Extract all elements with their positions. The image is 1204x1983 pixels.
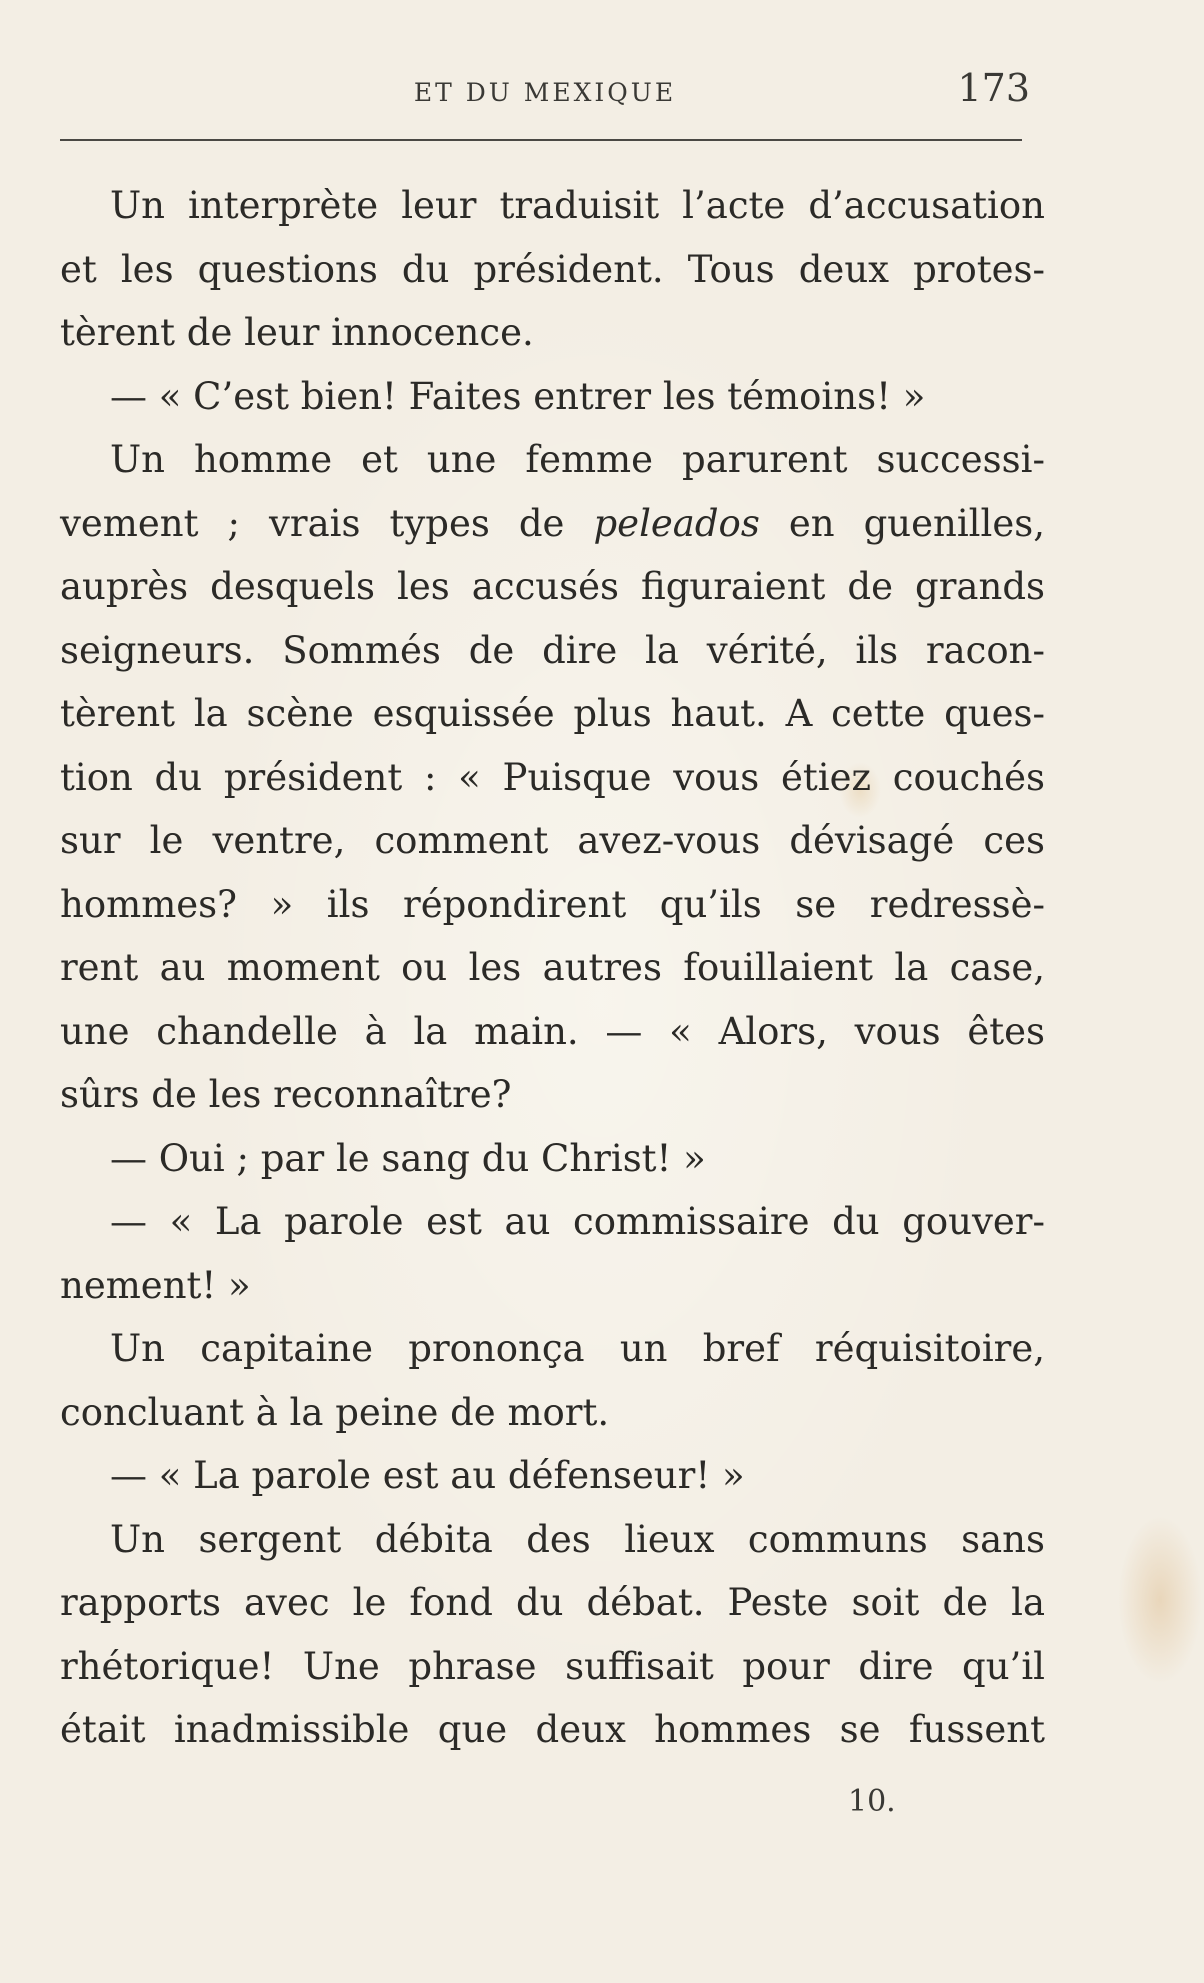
text-line-content: tion du président : « Puisque vous étiez couchés [60,755,1045,799]
text-line-content: et les questions du président. Tous deux protes- [60,247,1045,291]
text-line-content: rapports avec le fond du débat. Peste soit de la [60,1581,1045,1624]
text-line [60,873,1045,937]
text-line-content: tèrent la scène esquissée plus haut. A cette ques- [60,692,1045,735]
text-line [60,174,1045,238]
text-line [60,1571,1045,1635]
text-line-content: Un interprète leur traduisit l’acte d’accusation [110,184,1045,227]
text-line-continuation: en guenilles, [759,501,1045,545]
text-line-content: rent au moment ou les autres fouillaient la case, [60,946,1045,989]
running-head [60,66,1030,116]
text-line [60,1508,1045,1572]
text-line [60,1000,1045,1064]
header-rule [60,139,1022,141]
text-line-content: — « La parole est au commissaire du gouver- [110,1200,1045,1243]
text-line [60,1635,1045,1699]
text-line [60,1698,1045,1762]
text-line [60,365,1045,429]
text-line-content: concluant à la peine de mort. [60,1390,610,1434]
text-line-content: — « C’est bien! Faites entrer les témoins! » [110,374,926,418]
text-line [60,619,1045,683]
text-line [60,238,1045,302]
text-line-content: sûrs de les reconnaître? [60,1073,512,1116]
text-line [60,301,1045,365]
text-line [60,682,1045,746]
text-line-content: Un homme et une femme parurent successi- [110,438,1045,481]
text-line-content: nement! » [60,1263,251,1307]
text-line-content: rhétorique! Une phrase suffisait pour dire qu’il [60,1644,1045,1688]
text-line [60,809,1045,873]
text-line-content: Un sergent débita des lieux communs sans [110,1517,1045,1561]
text-line-content: sur le ventre, comment avez-vous dévisagé ces [60,819,1045,862]
text-line-content: une chandelle à la main. — « Alors, vous êtes [60,1009,1045,1053]
text-line-content: hommes? » ils répondirent qu’ils se redressè- [60,882,1045,926]
text-line [60,746,1045,810]
signature-mark: 10. [848,1784,896,1819]
text-line [60,428,1045,492]
text-line-content: tèrent de leur innocence. [60,311,534,354]
text-line-content: — « La parole est au défenseur! » [110,1454,745,1497]
text-line [60,1317,1045,1381]
text-line [60,492,1045,556]
text-line [60,1444,1045,1508]
text-line [60,555,1045,619]
body-text [60,174,1045,1762]
text-line-content: était inadmissible que deux hommes se fussent [60,1708,1045,1751]
text-line-content: seigneurs. Sommés de dire la vérité, ils racon- [60,628,1045,672]
text-line [60,1063,1045,1127]
text-line [60,1381,1045,1445]
text-line-content: vement ; vrais types de [60,501,594,545]
text-line [60,1254,1045,1318]
text-line [60,936,1045,1000]
text-line-content: Un capitaine prononça un bref réquisitoire, [110,1327,1045,1370]
text-line-content: auprès desquels les accusés figuraient de grands [60,565,1045,608]
text-line-content: — Oui ; par le sang du Christ! » [110,1136,706,1180]
text-line [60,1127,1045,1191]
italic-term: peleados [593,501,760,545]
running-title: ET DU MEXIQUE [413,78,677,107]
page-number: 173 [957,66,1030,110]
text-line [60,1190,1045,1254]
